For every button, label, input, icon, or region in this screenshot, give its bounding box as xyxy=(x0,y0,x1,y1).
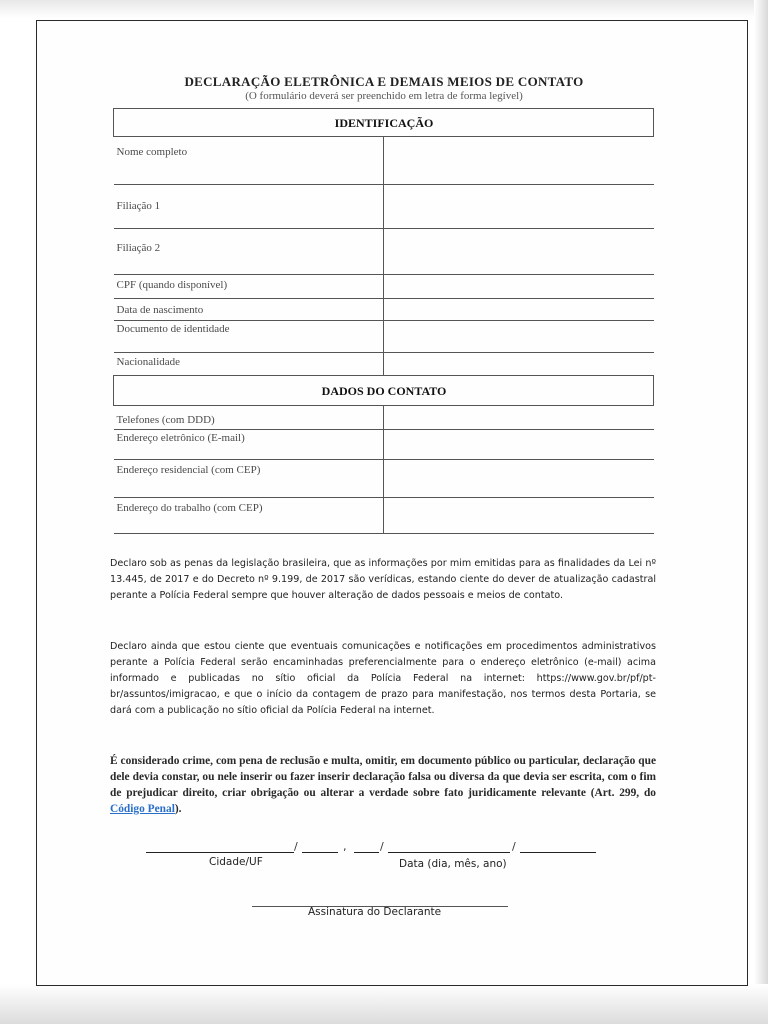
nascimento-field[interactable] xyxy=(387,300,652,314)
contato-heading: DADOS DO CONTATO xyxy=(114,376,654,406)
nome-field[interactable] xyxy=(387,138,652,152)
legal-warning-paragraph xyxy=(110,753,656,817)
contato-heading-row xyxy=(114,376,654,406)
signature-label: Assinatura do Declarante xyxy=(308,906,442,918)
month-blank[interactable] xyxy=(388,852,510,853)
nacionalidade-field[interactable] xyxy=(387,354,652,368)
codigo-penal-link[interactable]: Código Penal xyxy=(110,803,175,815)
nacionalidade-label: Nacionalidade xyxy=(114,353,384,376)
date-label: Data (dia, mês, ano) xyxy=(399,858,507,870)
document-title: DECLARAÇÃO ELETRÔNICA E DEMAIS MEIOS DE CONTATO xyxy=(184,74,584,89)
declaration-paragraph: Declaro sob as penas da legislação brasileira, que as informações por mim emitidas para as finalidades da Lei nº 13.445, de 2017 e do Decreto nº 9.199, de 2017 são verídicas, estando ciente do dever de atualização cadastral perante a Polícia Federal sempre que houver alteração de dados pessoais e meios de contato. xyxy=(110,558,656,601)
identificacao-heading: IDENTIFICAÇÃO xyxy=(114,109,654,137)
identidade-label: Documento de identidade xyxy=(114,321,384,353)
form-row-filiacao1 xyxy=(114,185,654,229)
legal-warning-text: É considerado crime, com pena de reclusão e multa, omitir, em documento público ou particular, declaração que dele devia constar, ou nele inserir ou fazer inserir declaração falsa ou diversa da que devia ser escrita, com o fim de prejudicar direito, criar obrigação ou alterar a verdade sobre fato juridicamente relevante (Art. 299, do xyxy=(110,755,656,799)
residencial-label: Endereço residencial (com CEP) xyxy=(114,460,384,498)
place-date-row xyxy=(146,838,606,858)
filiacao2-field[interactable] xyxy=(387,230,652,244)
notification-paragraph: Declaro ainda que estou ciente que eventuais comunicações e notificações em procedimentos administrativos perante a Polícia Federal serão encaminhadas preferencialmente para o endereço eletrônico (e-mail) acima informado e publicadas no sítio oficial da Polícia Federal na internet: https://www.gov.br/pf/pt-br/assuntos/imigracao, e que o início da contagem de prazo para manifestação, nos termos desta Portaria, se dará com a publicação no sítio oficial da Polícia Federal na internet. xyxy=(110,641,656,716)
month-slash: / xyxy=(512,840,516,853)
legal-warning-end: ). xyxy=(174,803,182,815)
uf-blank[interactable] xyxy=(302,852,338,853)
nacionalidade-cell xyxy=(384,353,654,376)
filiacao1-label: Filiação 1 xyxy=(114,185,384,229)
filiacao2-cell xyxy=(384,229,654,275)
document-subtitle: (O formulário deverá ser preenchido em letra de forma legível) xyxy=(245,90,523,102)
declaration-form-table xyxy=(113,108,654,534)
day-slash: / xyxy=(380,840,384,853)
form-row-trabalho xyxy=(114,498,654,534)
form-row-nacionalidade xyxy=(114,353,654,376)
residencial-field[interactable] xyxy=(387,461,652,475)
nascimento-cell xyxy=(384,299,654,321)
city-blank[interactable] xyxy=(146,852,294,853)
telefones-cell xyxy=(384,406,654,430)
scan-edge-right xyxy=(754,0,768,1024)
form-row-residencial xyxy=(114,460,654,498)
nascimento-label: Data de nascimento xyxy=(114,299,384,321)
form-row-nome xyxy=(114,137,654,185)
filiacao2-label: Filiação 2 xyxy=(114,229,384,275)
nome-label: Nome completo xyxy=(114,137,384,185)
trabalho-cell xyxy=(384,498,654,534)
identidade-field[interactable] xyxy=(387,322,652,336)
place-comma: , xyxy=(343,840,347,853)
scan-edge-top xyxy=(0,0,768,18)
city-uf-label: Cidade/UF xyxy=(209,856,263,868)
email-cell xyxy=(384,430,654,460)
city-uf-slash: / xyxy=(294,840,298,853)
telefones-label: Telefones (com DDD) xyxy=(114,406,384,430)
identidade-cell xyxy=(384,321,654,353)
form-row-filiacao2 xyxy=(114,229,654,275)
filiacao1-cell xyxy=(384,185,654,229)
year-blank[interactable] xyxy=(520,852,596,853)
nome-cell xyxy=(384,137,654,185)
telefones-field[interactable] xyxy=(387,407,652,421)
email-field[interactable] xyxy=(387,431,652,445)
email-label: Endereço eletrônico (E-mail) xyxy=(114,430,384,460)
form-row-email xyxy=(114,430,654,460)
identificacao-heading-row xyxy=(114,109,654,137)
cpf-cell xyxy=(384,275,654,299)
form-row-cpf xyxy=(114,275,654,299)
form-row-identidade xyxy=(114,321,654,353)
residencial-cell xyxy=(384,460,654,498)
trabalho-field[interactable] xyxy=(387,499,652,513)
cpf-field[interactable] xyxy=(387,276,652,290)
form-row-nascimento xyxy=(114,299,654,321)
scan-edge-bottom xyxy=(0,984,768,1024)
day-blank[interactable] xyxy=(354,852,379,853)
form-row-telefones xyxy=(114,406,654,430)
cpf-label: CPF (quando disponível) xyxy=(114,275,384,299)
trabalho-label: Endereço do trabalho (com CEP) xyxy=(114,498,384,534)
filiacao1-field[interactable] xyxy=(387,186,652,200)
